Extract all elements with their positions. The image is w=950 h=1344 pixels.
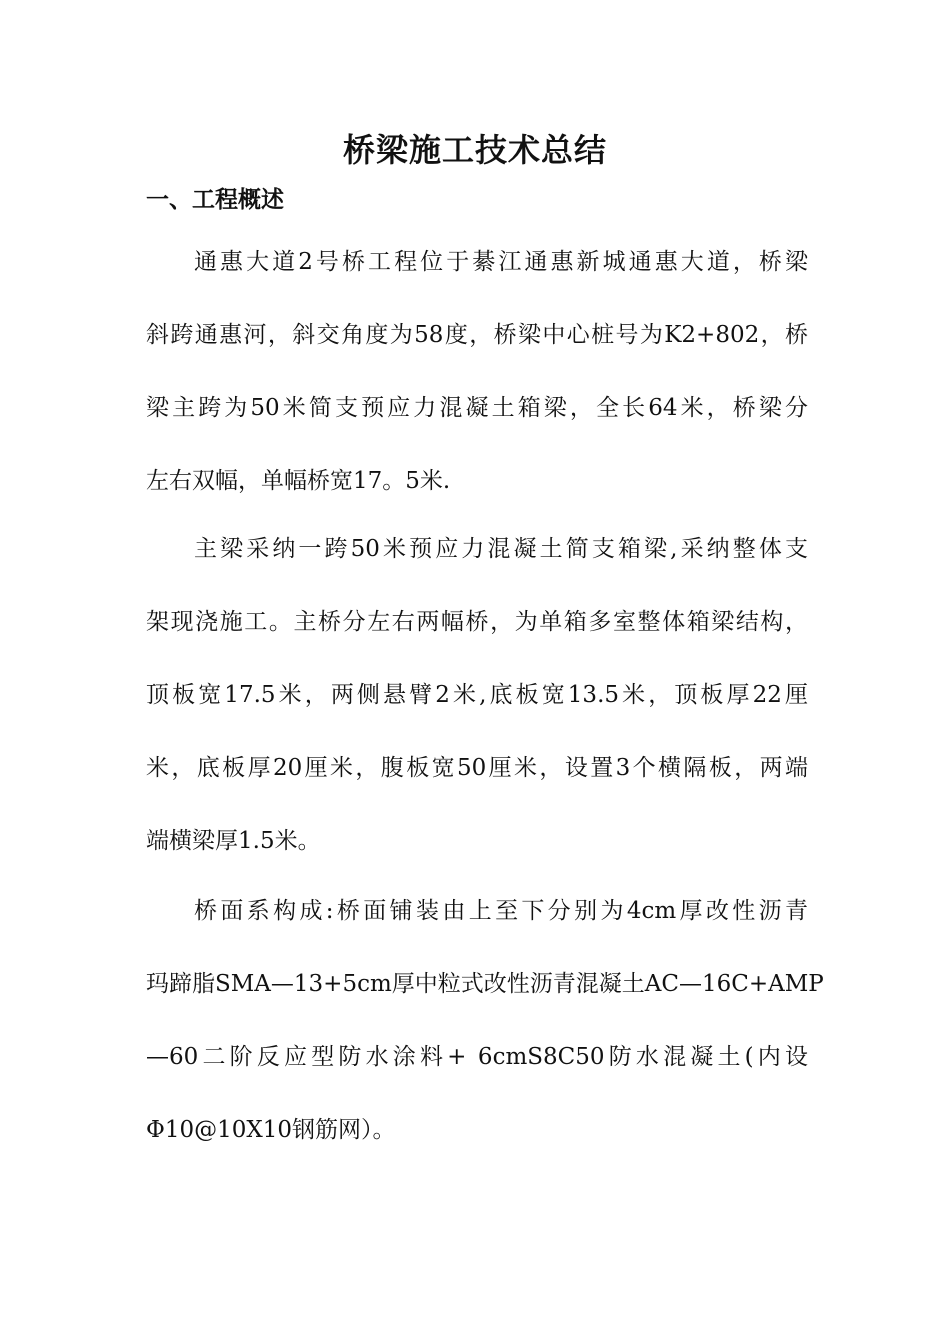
paragraph-deck-system [146, 875, 824, 1167]
paragraph-line: —60二阶反应型防水涂料+ 6cmS8C50防水混凝土(内设 [146, 1044, 808, 1070]
section-heading: 一、工程概述 [146, 186, 284, 213]
paragraph-overview-1 [146, 226, 808, 518]
paragraph-line: 斜跨通惠河，斜交角度为58度，桥梁中心桩号为K2+802，桥 [146, 322, 808, 348]
paragraph-line: 梁主跨为50米简支预应力混凝土箱梁，全长64米，桥梁分 [146, 395, 808, 421]
paragraph-line: 玛蹄脂SMA—13+5cm厚中粒式改性沥青混凝土AC—16C+AMP [146, 971, 824, 997]
paragraph-line: 顶板宽17.5米，两侧悬臂2米,底板宽13.5米，顶板厚22厘 [146, 682, 808, 708]
paragraph-line: 架现浇施工。主桥分左右两幅桥，为单箱多室整体箱梁结构， [146, 609, 808, 635]
paragraph-line: 主梁采纳一跨50米预应力混凝土简支箱梁,采纳整体支 [194, 536, 808, 562]
paragraph-line: 通惠大道2号桥工程位于綦江通惠新城通惠大道，桥梁 [194, 249, 808, 275]
paragraph-line: 左右双幅，单幅桥宽17。5米. [146, 468, 451, 494]
paragraph-line: 米，底板厚20厘米，腹板宽50厘米，设置3个横隔板，两端 [146, 755, 808, 781]
document-title: 桥梁施工技术总结 [342, 131, 607, 169]
paragraph-line: 桥面系构成:桥面铺装由上至下分别为4cm厚改性沥青 [194, 898, 808, 924]
paragraph-line: Φ10@10X10钢筋网）。 [146, 1117, 396, 1143]
paragraph-line: 端横梁厚1.5米。 [146, 828, 321, 854]
paragraph-main-girder [146, 513, 808, 878]
